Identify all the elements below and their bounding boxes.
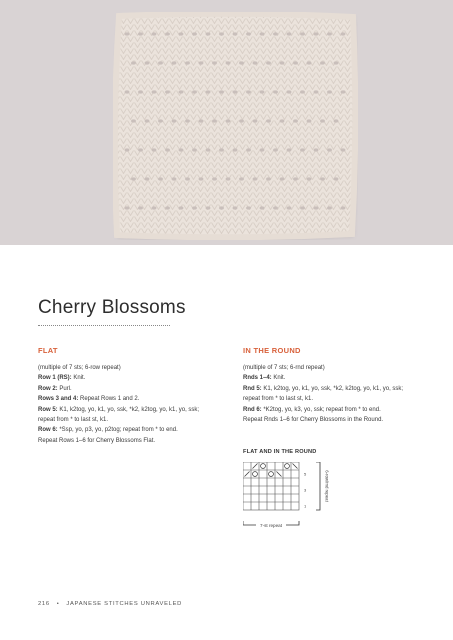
flat-instruction-line-text: repeat from * to last st, k1. (38, 417, 109, 424)
title-divider (38, 325, 170, 326)
flat-instruction-line (38, 363, 233, 373)
flat-instruction-line-text: *Ssp, yo, p3, yo, p2tog; repeat from * to end. (57, 427, 178, 434)
row-number: 3 (304, 487, 307, 493)
round-instruction-line-label: Rnd 5: (243, 385, 262, 392)
knitted-swatch-image (113, 12, 358, 240)
flat-instruction-line (38, 373, 233, 383)
flat-instruction-line (38, 394, 233, 404)
flat-instruction-line (38, 405, 233, 415)
flat-instruction-line-text: (multiple of 7 sts; 6-row repeat) (38, 365, 121, 371)
row-repeat-bracket (316, 462, 320, 510)
round-instruction-line-label: Rnds 1–4: (243, 375, 272, 382)
round-instruction-line (243, 415, 443, 425)
swatch-photo (0, 0, 453, 245)
book-title: JAPANESE STITCHES UNRAVELED (66, 601, 183, 607)
flat-instruction-line-text: K1, k2tog, yo, k1, yo, ssk, *k2, k2tog, yo, k1, yo, ssk; (57, 406, 200, 413)
page-footer (38, 601, 182, 607)
round-instruction-line-label: Rnd 6: (243, 406, 262, 413)
round-instruction-line (243, 363, 443, 373)
flat-instruction-line-text: Repeat Rows 1–6 for Cherry Blossoms Flat. (38, 437, 156, 444)
chart-heading: FLAT AND IN THE ROUND (243, 449, 317, 455)
flat-instructions (38, 363, 233, 446)
flat-instruction-line (38, 415, 233, 425)
round-instruction-line (243, 373, 443, 383)
round-instruction-line-text: (multiple of 7 sts; 6-rnd repeat) (243, 365, 325, 371)
round-instruction-line-text: *K2tog, yo, k3, yo, ssk; repeat from * to end. (261, 406, 381, 413)
round-instruction-line-text: K1, k2tog, yo, k1, yo, ssk, *k2, k2tog, yo, k1, yo, ssk; (261, 385, 404, 392)
chart-grid (243, 462, 299, 510)
flat-instruction-line-label: Rows 3 and 4: (38, 396, 79, 403)
flat-instruction-line (38, 436, 233, 446)
flat-instruction-line-text: Repeat Rows 1 and 2. (78, 396, 140, 403)
flat-instruction-line-text: Knit. (71, 375, 86, 382)
page-title: Cherry Blossoms (38, 297, 186, 318)
round-instruction-line-text: Repeat Rnds 1–6 for Cherry Blossoms in the Round. (243, 417, 384, 424)
flat-instruction-line-text: Purl. (57, 385, 72, 392)
in-the-round-instructions (243, 363, 443, 425)
stitch-chart (243, 462, 338, 537)
flat-heading: FLAT (38, 346, 58, 355)
flat-instruction-line-label: Row 1 (RS): (38, 375, 72, 382)
round-instruction-line (243, 405, 443, 415)
round-instruction-line (243, 394, 443, 404)
row-number: 1 (304, 503, 307, 509)
round-instruction-line (243, 384, 443, 394)
stitch-repeat-label: 7-st repeat (260, 522, 282, 528)
round-instruction-line-text: Knit. (271, 375, 286, 382)
row-repeat-label: 6-row/rnd repeat (324, 470, 330, 502)
flat-instruction-line (38, 384, 233, 394)
footer-separator: • (56, 601, 60, 607)
flat-instruction-line-label: Row 2: (38, 385, 58, 392)
row-numbers (304, 472, 307, 509)
flat-instruction-line-label: Row 6: (38, 427, 58, 434)
flat-instruction-line (38, 425, 233, 435)
round-instruction-line-text: repeat from * to last st, k1. (243, 396, 314, 403)
in-the-round-heading: IN THE ROUND (243, 346, 301, 355)
row-number: 5 (304, 471, 307, 477)
page-number: 216 (38, 601, 50, 607)
flat-instruction-line-label: Row 5: (38, 406, 58, 413)
